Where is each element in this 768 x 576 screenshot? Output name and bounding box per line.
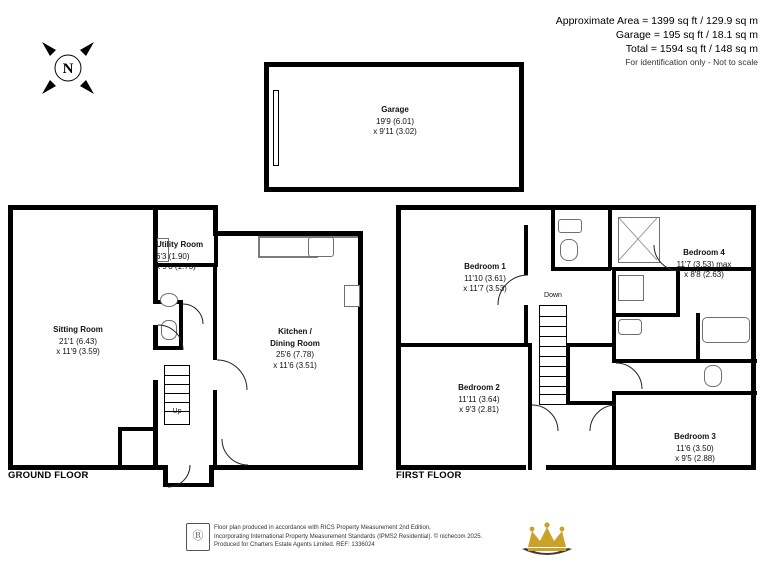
bedroom1-dim-2: x 11'7 (3.53)	[463, 284, 507, 293]
area-total-line: Total = 1594 sq ft / 148 sq m	[625, 43, 758, 55]
utility-dim-1: 6'3 (1.90)	[156, 251, 190, 261]
kitchen-dim-1: 25'6 (7.78)	[276, 350, 314, 359]
footer-line-3: Produced for Charters Estate Agents Limited. REF: 1336024	[214, 542, 375, 549]
garage-dim-2: x 9'11 (3.02)	[373, 127, 417, 136]
room-label-bedroom1	[430, 262, 540, 295]
footer-line-2: Incorporating International Property Measurement Standards (IPMS2 Residential). © nichecom 2025.	[214, 533, 483, 540]
footer	[186, 521, 586, 561]
room-label-utility	[156, 240, 230, 273]
room-label-bedroom3	[640, 432, 750, 465]
first-floor-title: FIRST FLOOR	[396, 470, 462, 481]
svg-text:N: N	[62, 61, 74, 77]
bedroom4-dim-1: 11'7 (3.53) max	[676, 259, 732, 269]
bedroom1-name: Bedroom 1	[464, 262, 506, 271]
rics-glyph: Ⓡ	[192, 530, 204, 542]
garage-dim-1: 19'9 (6.01)	[376, 116, 414, 126]
area-approx-line: Approximate Area = 1399 sq ft / 129.9 sq m	[555, 15, 758, 27]
footer-text	[214, 524, 544, 550]
kitchen-dim-2: x 11'6 (3.51)	[273, 360, 317, 370]
bedroom3-dim-1: 11'6 (3.50)	[676, 443, 714, 453]
room-label-bedroom2	[424, 383, 534, 416]
bedroom4-dim-2: x 8'8 (2.63)	[684, 270, 724, 279]
kitchen-name-line2: Dining Room	[270, 338, 320, 348]
rics-badge-icon	[186, 523, 210, 551]
crown-logo-icon	[516, 521, 586, 561]
sitting-dim-2: x 11'9 (3.59)	[56, 347, 100, 356]
stairs-up-label: Up	[172, 408, 182, 415]
stairs-down-label: Down	[544, 292, 562, 299]
room-label-garage	[330, 105, 460, 138]
utility-name: Utility Room	[156, 240, 204, 249]
garage-name: Garage	[381, 105, 409, 114]
room-label-kitchen-dining	[240, 327, 350, 371]
bedroom3-name: Bedroom 3	[674, 432, 716, 441]
sitting-dim-1: 21'1 (6.43)	[59, 336, 97, 346]
kitchen-name-line1: Kitchen /	[278, 327, 312, 336]
bedroom2-dim-2: x 9'3 (2.81)	[459, 405, 499, 414]
bedroom2-name: Bedroom 2	[458, 383, 500, 392]
compass-rose	[36, 36, 100, 100]
footer-line-1: Floor plan produced in accordance with RICS Property Measurement 2nd Edition,	[214, 525, 431, 531]
bedroom3-dim-2: x 9'5 (2.88)	[675, 454, 715, 463]
room-label-bedroom4	[645, 248, 763, 281]
bedroom4-name: Bedroom 4	[683, 248, 725, 257]
area-summary	[556, 14, 758, 69]
bedroom2-dim-1: 11'11 (3.64)	[458, 394, 500, 404]
room-label-sitting	[23, 325, 133, 358]
utility-dim-2: x 5'8 (1.73)	[156, 262, 196, 271]
area-garage-line: Garage = 195 sq ft / 18.1 sq m	[615, 29, 758, 41]
ground-floor-title: GROUND FLOOR	[8, 470, 89, 481]
sitting-name: Sitting Room	[53, 325, 103, 334]
area-disclaimer: For identification only - Not to scale	[625, 57, 758, 67]
bedroom1-dim-1: 11'10 (3.61)	[464, 273, 506, 283]
